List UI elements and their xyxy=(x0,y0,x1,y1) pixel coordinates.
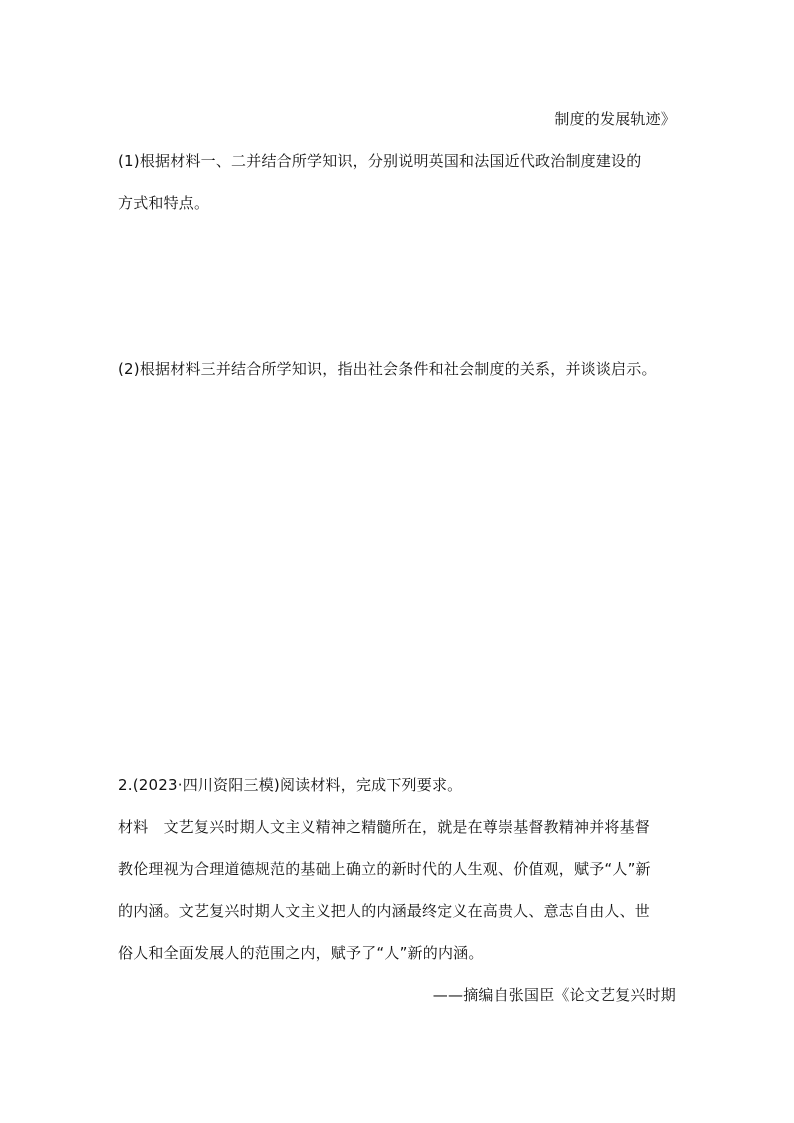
problem-2-heading: 2.(2023·四川资阳三模)阅读材料，完成下列要求。 xyxy=(118,776,463,794)
material-citation: ——摘编自张国臣《论文艺复兴时期 xyxy=(432,986,676,1004)
citation-continuation: 制度的发展轨迹》 xyxy=(554,110,676,128)
question-2-text: (2)根据材料三并结合所学知识，指出社会条件和社会制度的关系，并谈谈启示。 xyxy=(118,360,657,378)
material-paragraph-line-1: 材料 文艺复兴时期人文主义精神之精髓所在，就是在尊崇基督教精神并将基督 xyxy=(118,818,651,836)
material-paragraph-line-4: 俗人和全面发展人的范围之内，赋予了“人”新的内涵。 xyxy=(118,944,484,962)
material-paragraph-line-2: 教伦理视为合理道德规范的基础上确立的新时代的人生观、价值观，赋予“人”新 xyxy=(118,860,651,878)
material-paragraph-line-3: 的内涵。文艺复兴时期人文主义把人的内涵最终定义在高贵人、意志自由人、世 xyxy=(118,902,651,920)
question-1-text: (1)根据材料一、二并结合所学知识，分别说明英国和法国近代政治制度建设的 xyxy=(118,152,642,170)
question-1-text-cont: 方式和特点。 xyxy=(118,194,210,212)
